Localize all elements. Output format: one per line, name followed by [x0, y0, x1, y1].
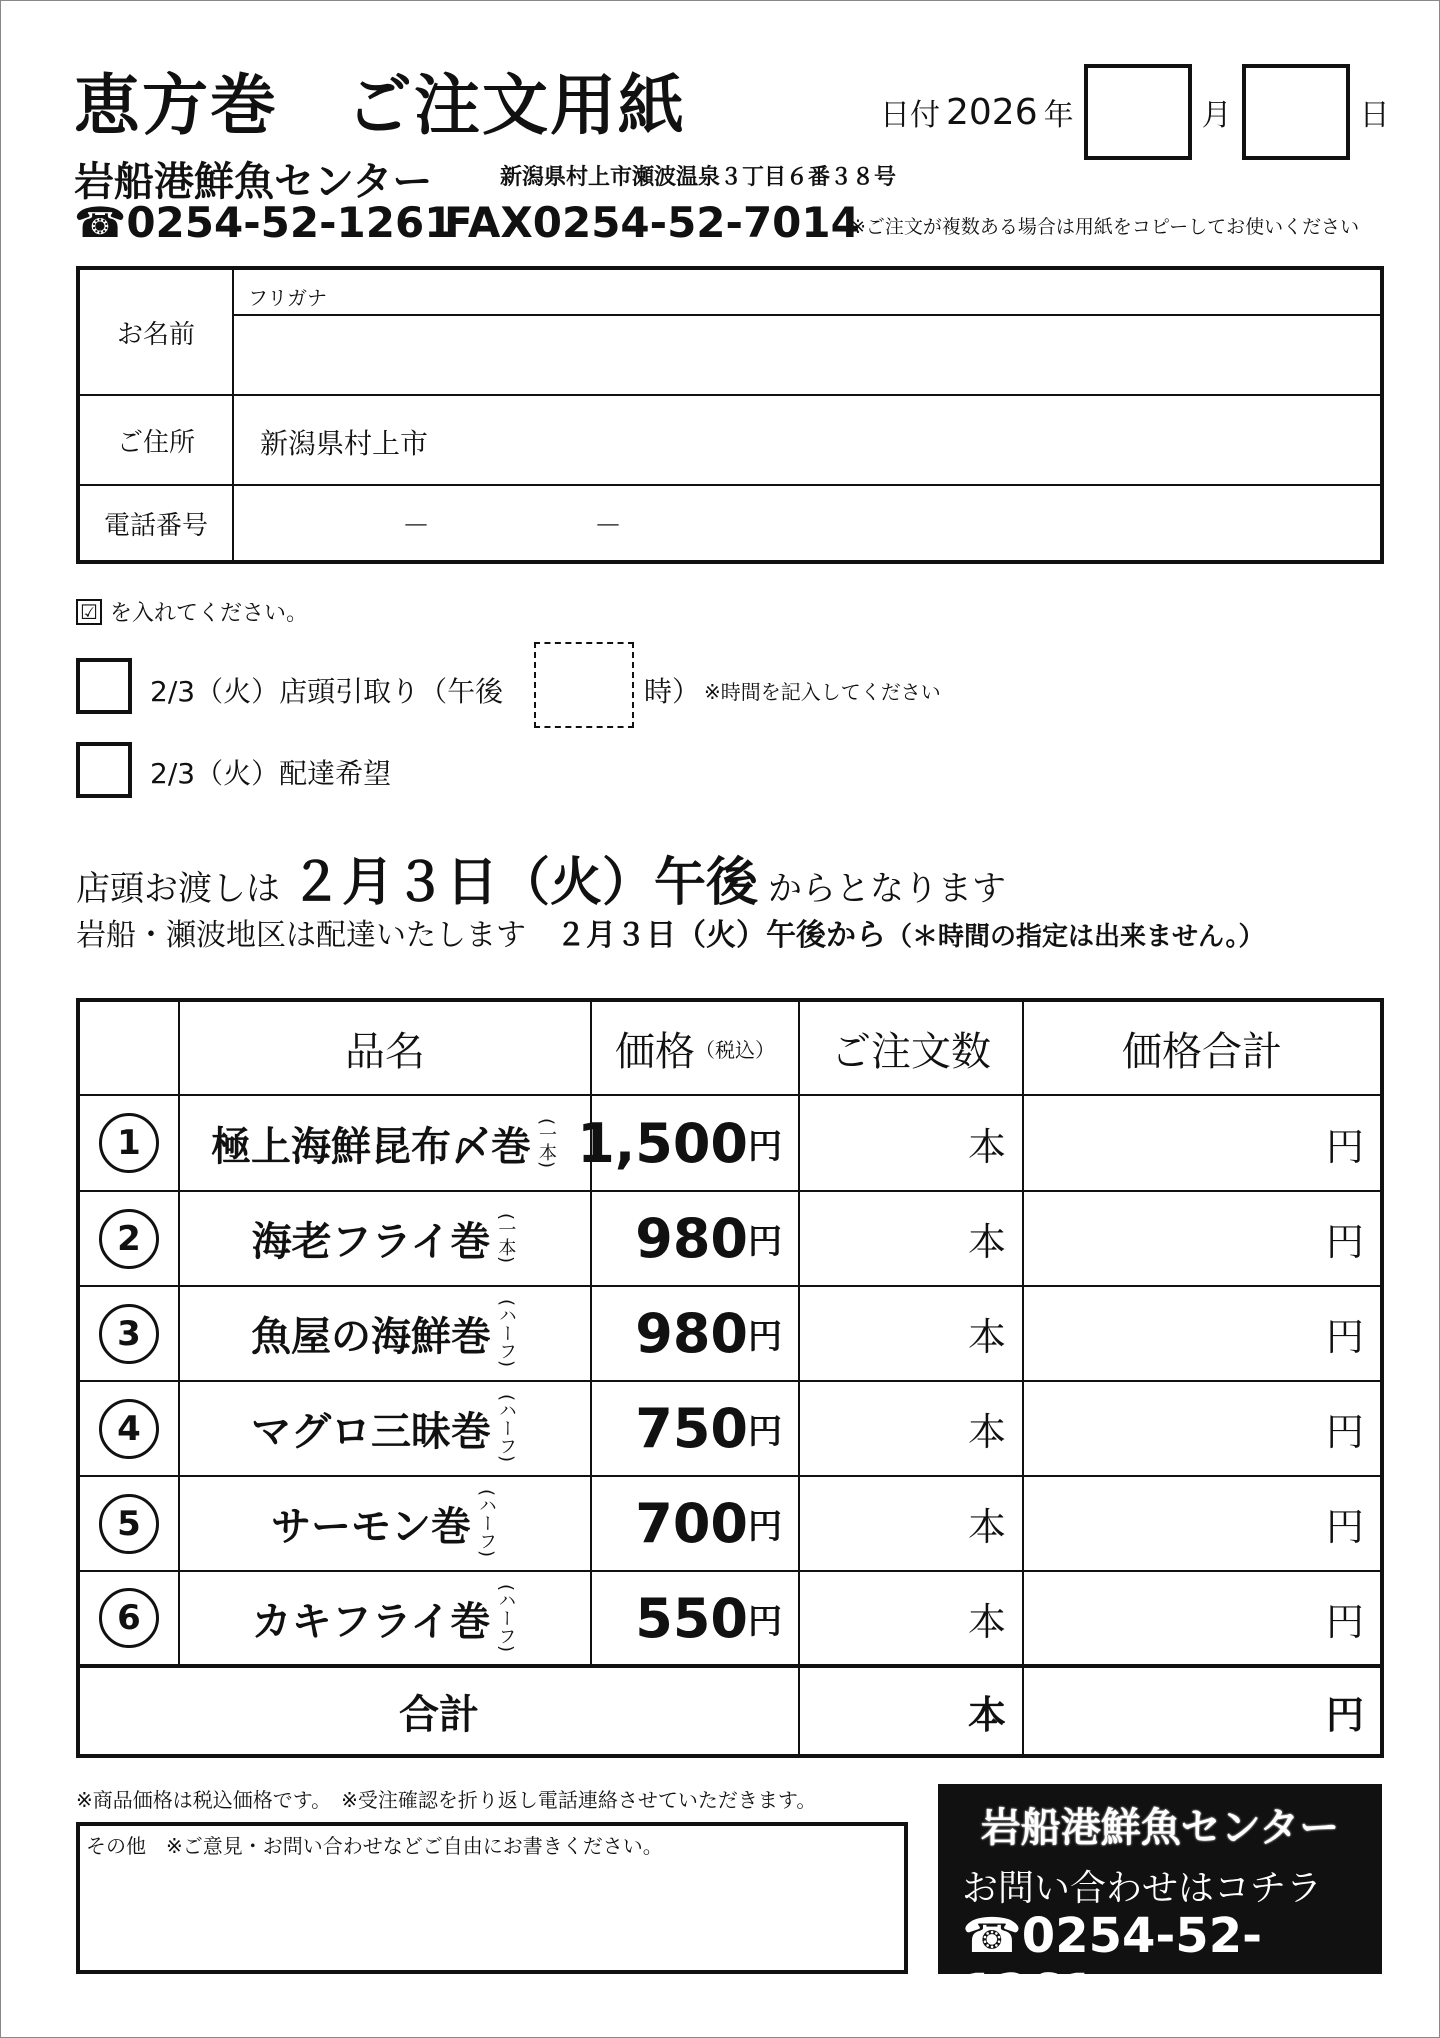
- header-total: 価格合計: [1122, 1028, 1282, 1075]
- subtotal-field[interactable]: 円: [1325, 1315, 1364, 1359]
- row-number: [80, 1287, 178, 1380]
- shop-tel: ☎0254-52-1261: [74, 198, 454, 247]
- other-comments-box[interactable]: [76, 1822, 908, 1974]
- product-name: [180, 1287, 590, 1380]
- qty-input[interactable]: 本: [967, 1124, 1006, 1169]
- product-price: [592, 1382, 798, 1475]
- check-icon: ☑: [76, 599, 102, 625]
- day-unit: 日: [1359, 98, 1390, 133]
- check-instruction: [76, 596, 308, 627]
- row-number: [80, 1192, 178, 1285]
- row-number: [80, 1477, 178, 1570]
- other-comments-label: その他 ※ご意見・お問い合わせなどご自由にお書きください。: [86, 1834, 663, 1858]
- product-price: [592, 1572, 798, 1664]
- qty-input[interactable]: 本: [967, 1410, 1006, 1454]
- phone-label: 電話番号: [103, 510, 208, 541]
- page-title: 恵方巻 ご注文用紙: [74, 67, 686, 144]
- header-price-note: （税込）: [695, 1037, 775, 1062]
- product-name-text: 魚屋の海鮮巻: [251, 1314, 491, 1360]
- product-price-yen: 円: [748, 1601, 782, 1642]
- product-note: (ハーフ): [496, 1394, 517, 1463]
- product-price: [577, 1096, 798, 1190]
- delivery-line: [76, 910, 1265, 954]
- product-name-text: カキフライ巻: [251, 1598, 491, 1645]
- product-name-text: 極上海鮮昆布〆巻: [211, 1123, 531, 1170]
- product-name: [180, 1096, 590, 1190]
- date-year: 2026: [946, 91, 1038, 133]
- delivery-line-date: ２月３日（火）午後から: [556, 918, 886, 953]
- product-name: [180, 1192, 590, 1285]
- product-price-yen: 円: [748, 1222, 782, 1262]
- shop-address: 新潟県村上市瀬波温泉３丁目６番３８号: [500, 165, 897, 190]
- product-name-text: マグロ三昧巻: [251, 1409, 491, 1455]
- product-price-value: 700: [635, 1492, 748, 1555]
- subtotal-field[interactable]: 円: [1325, 1599, 1364, 1644]
- product-price-value: 980: [635, 1207, 748, 1270]
- copy-note: ※ご注文が複数ある場合は用紙をコピーしてお使いください: [850, 216, 1360, 238]
- date-field: [880, 62, 1390, 162]
- row-number-circle: 6: [99, 1588, 159, 1648]
- handover-line: [76, 840, 1006, 915]
- qty-input[interactable]: 本: [967, 1599, 1006, 1644]
- total-price-field[interactable]: 円: [1325, 1692, 1364, 1737]
- pickup-hour-label: 時）: [644, 675, 701, 708]
- product-note: (ハーフ): [495, 1583, 517, 1653]
- address-label: ご住所: [116, 427, 195, 458]
- phone-separator: －: [594, 509, 623, 542]
- contact-box: [938, 1784, 1382, 2020]
- day-input-box[interactable]: [1242, 64, 1350, 160]
- row-number: [80, 1096, 178, 1190]
- subtotal-field[interactable]: 円: [1325, 1124, 1364, 1169]
- product-price-yen: 円: [748, 1317, 782, 1357]
- product-name: [180, 1382, 590, 1475]
- subtotal-field[interactable]: 円: [1325, 1505, 1364, 1549]
- pickup-hour-input[interactable]: [534, 642, 634, 728]
- subtotal-field[interactable]: 円: [1325, 1220, 1364, 1264]
- header-price-label: 価格: [615, 1028, 695, 1075]
- footer-notes: ※商品価格は税込価格です。 ※受注確認を折り返し電話連絡させていただきます。: [76, 1788, 817, 1812]
- handover-post: からとなります: [768, 869, 1007, 909]
- product-note: (ハーフ): [476, 1489, 497, 1558]
- month-input-box[interactable]: [1084, 64, 1192, 160]
- pickup-checkbox[interactable]: [76, 658, 132, 714]
- product-name: [180, 1477, 590, 1570]
- product-price-yen: 円: [748, 1126, 782, 1167]
- product-name-text: 海老フライ巻: [251, 1219, 491, 1265]
- delivery-checkbox[interactable]: [76, 742, 132, 798]
- row-number-circle: 2: [99, 1209, 159, 1269]
- delivery-line-note: （＊時間の指定は出来ません。）: [886, 922, 1265, 952]
- phone-separator: －: [402, 509, 431, 542]
- contact-tel: ☎0254-52-1261: [962, 1908, 1263, 2020]
- handover-date: ２月３日（火）午後: [290, 853, 759, 913]
- product-price-value: 750: [635, 1397, 748, 1460]
- order-table: [76, 998, 1384, 1758]
- contact-shop-name: 岩船港鮮魚センター: [980, 1805, 1340, 1851]
- shop-fax: FAX0254-52-7014: [444, 198, 860, 247]
- qty-input[interactable]: 本: [967, 1505, 1006, 1549]
- year-unit: 年: [1043, 98, 1074, 133]
- subtotal-field[interactable]: 円: [1325, 1410, 1364, 1454]
- product-price: [592, 1192, 798, 1285]
- check-note-text: を入れてください。: [110, 601, 309, 626]
- product-name: [180, 1572, 590, 1664]
- product-price: [592, 1477, 798, 1570]
- row-number-circle: 3: [99, 1304, 159, 1364]
- row-number: [80, 1382, 178, 1475]
- product-name-text: サーモン巻: [271, 1504, 471, 1550]
- row-number: [80, 1572, 178, 1664]
- product-price-value: 980: [635, 1302, 748, 1365]
- qty-input[interactable]: 本: [967, 1315, 1006, 1359]
- divider: [80, 484, 1380, 486]
- delivery-line-pre: 岩船・瀬波地区は配達いたします: [76, 918, 556, 953]
- furigana-label: フリガナ: [248, 286, 327, 310]
- pickup-note: ※時間を記入してください: [704, 680, 941, 704]
- name-label: お名前: [116, 319, 195, 350]
- delivery-label: 2/3（火）配達希望: [150, 757, 392, 790]
- header-price: [592, 1002, 798, 1094]
- customer-info-table: [76, 266, 1384, 564]
- product-note: (ハーフ): [496, 1299, 517, 1368]
- contact-text: お問い合わせはコチラ: [962, 1868, 1323, 1909]
- row-number-circle: 4: [99, 1399, 159, 1459]
- header-name: 品名: [345, 1028, 425, 1075]
- row-number-circle: 1: [99, 1113, 159, 1173]
- total-label: 合計: [399, 1691, 479, 1738]
- pickup-label: 2/3（火）店頭引取り（午後: [150, 675, 504, 708]
- row-number-circle: 5: [99, 1494, 159, 1554]
- divider: [80, 394, 1380, 396]
- header-qty: ご注文数: [831, 1028, 991, 1075]
- product-price-yen: 円: [748, 1507, 782, 1547]
- date-label: 日付: [880, 98, 940, 133]
- product-price-value: 1,500: [577, 1111, 748, 1175]
- product-price-yen: 円: [748, 1412, 782, 1452]
- product-note: (一本): [495, 1213, 517, 1264]
- shop-name: 岩船港鮮魚センター: [74, 159, 433, 205]
- product-price-value: 550: [635, 1586, 748, 1650]
- name-input[interactable]: [234, 316, 1380, 392]
- product-note: (一本): [536, 1117, 557, 1169]
- qty-input[interactable]: 本: [967, 1220, 1006, 1264]
- total-qty-field[interactable]: 本: [967, 1692, 1006, 1737]
- address-field[interactable]: 新潟県村上市: [260, 427, 429, 460]
- product-price: [592, 1287, 798, 1380]
- month-unit: 月: [1201, 98, 1232, 133]
- handover-pre: 店頭お渡しは: [76, 869, 280, 909]
